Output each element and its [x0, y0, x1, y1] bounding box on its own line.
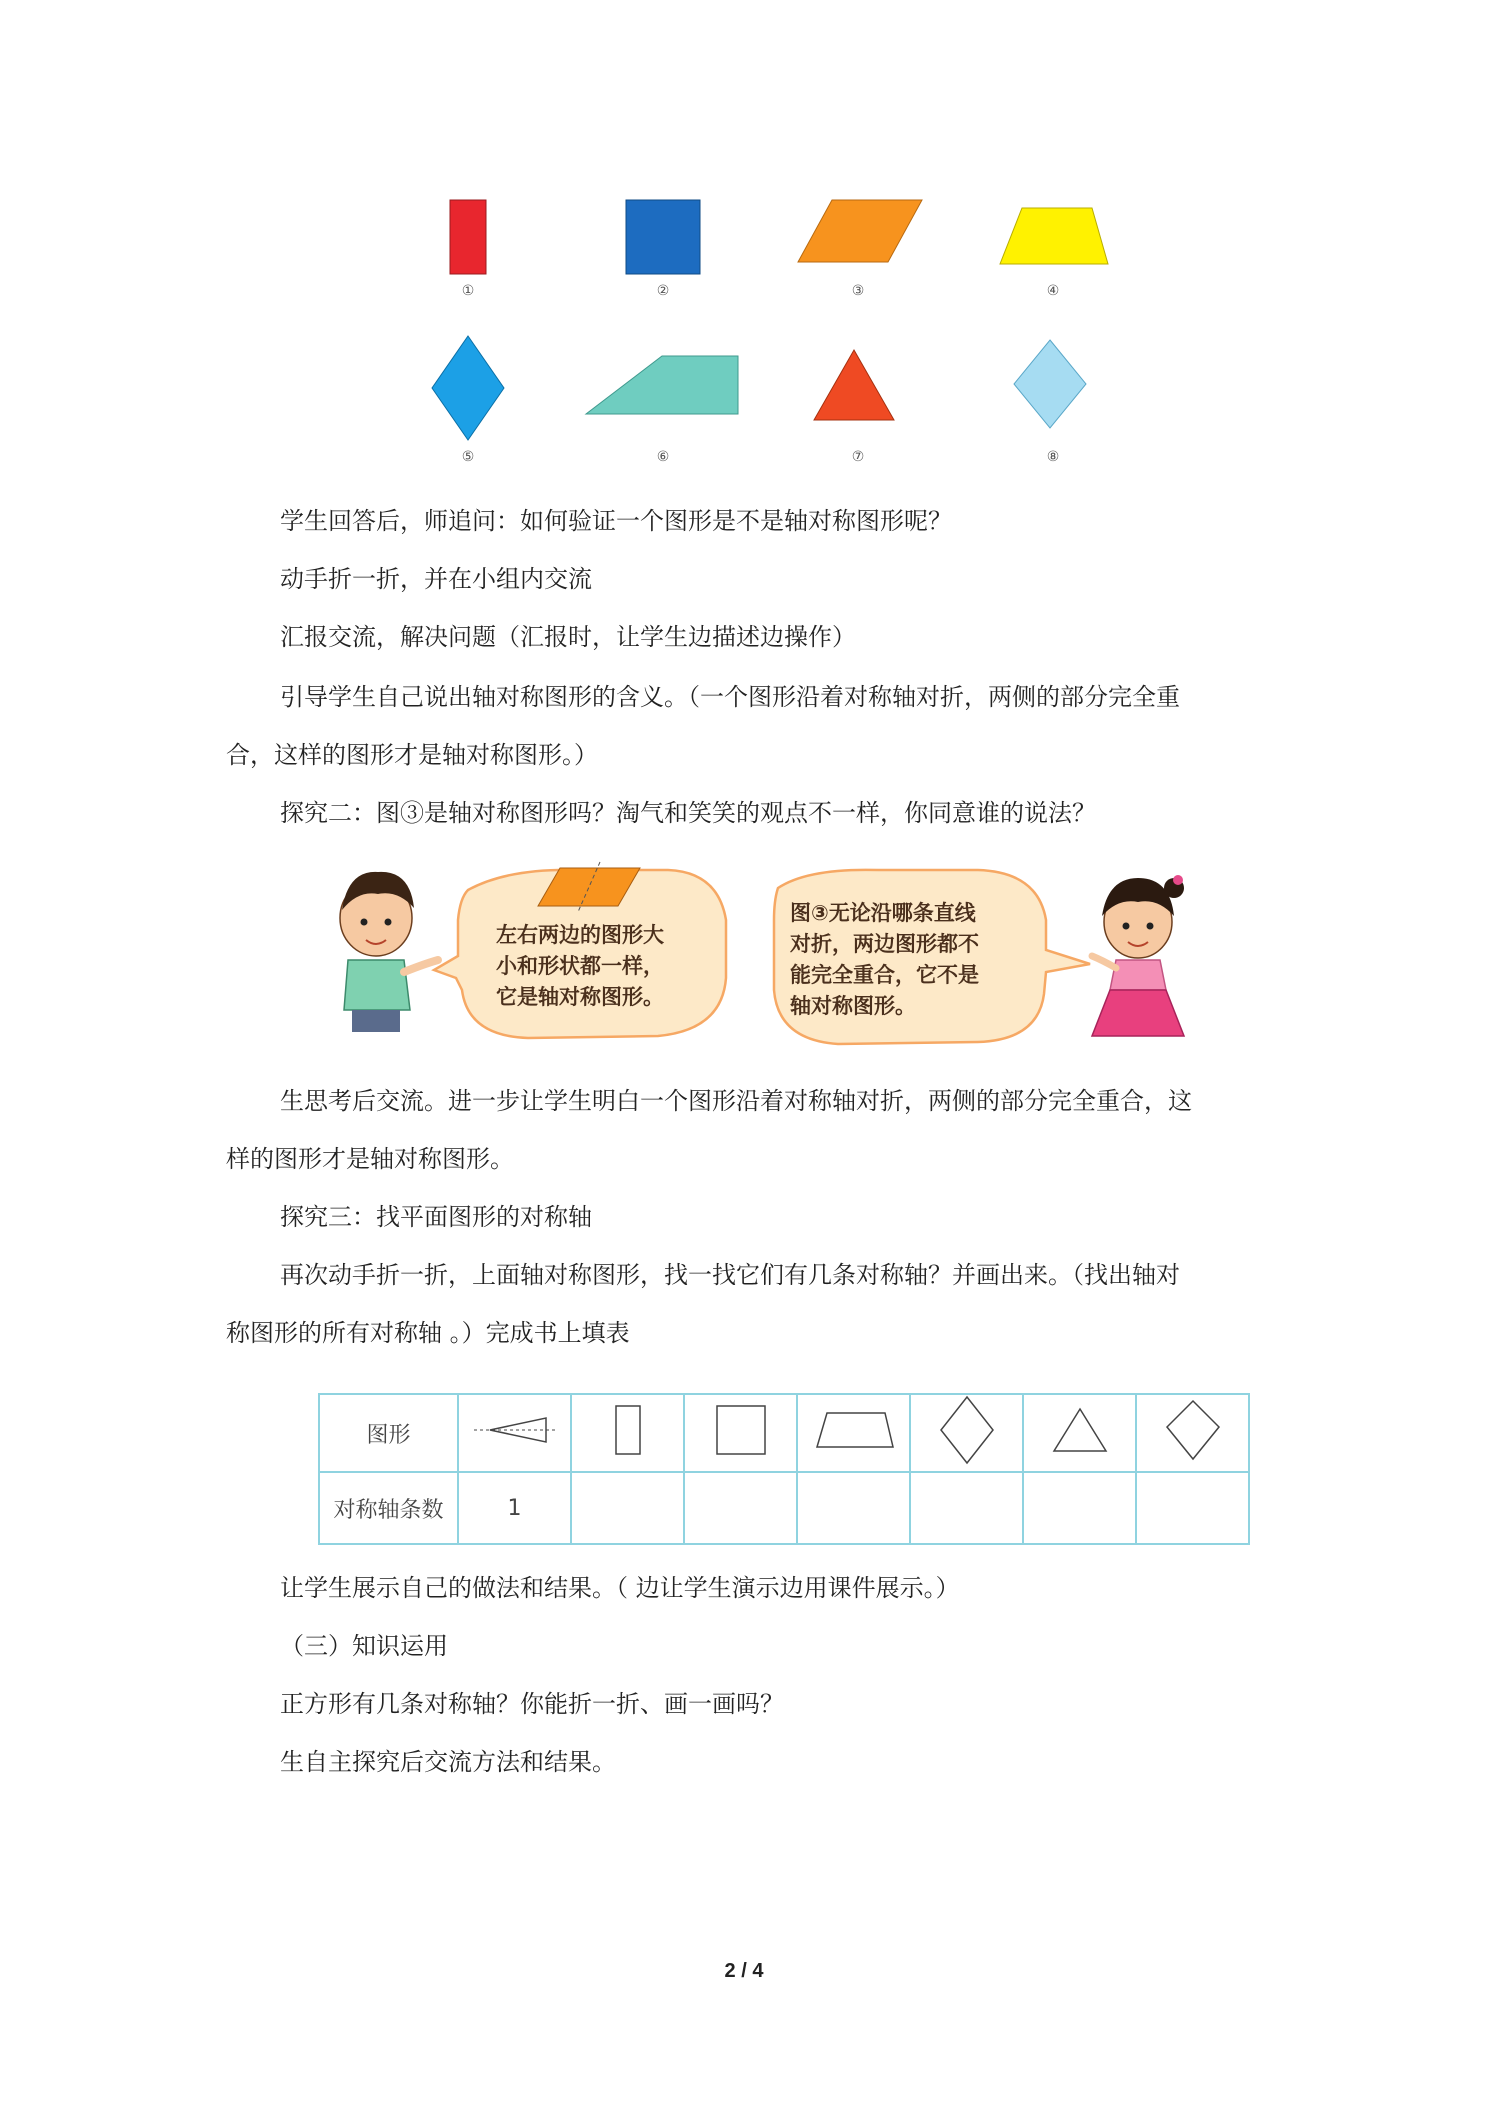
shape-label-7: ⑦	[851, 449, 865, 465]
shapes-figure	[410, 188, 1130, 480]
table-cell-triangle-with-axis	[458, 1394, 571, 1472]
girl-speech-line-1: 图③无论沿哪条直线	[790, 901, 976, 925]
table-cell-rhombus	[1136, 1394, 1249, 1472]
table-cell-empty[interactable]	[1136, 1472, 1249, 1544]
paragraph-7: 探究三：找平面图形的对称轴	[280, 1203, 592, 1231]
shape-label-8: ⑧	[1046, 449, 1060, 465]
table-cell-value: 1	[458, 1472, 571, 1544]
paragraph-8-line-2: 称图形的所有对称轴 。）完成书上填表	[226, 1319, 630, 1347]
table-row-shapes	[319, 1394, 1249, 1472]
shape-label-3: ③	[851, 283, 865, 299]
girl-speech-line-3: 能完全重合，它不是	[790, 963, 979, 987]
paragraph-4-line-1: 引导学生自己说出轴对称图形的含义。（一个图形沿着对称轴对折，两侧的部分完全重	[280, 683, 1180, 711]
paragraph-5: 探究二：图③是轴对称图形吗？淘气和笑笑的观点不一样，你同意谁的说法？	[280, 799, 1096, 827]
symmetry-axis-table	[318, 1393, 1250, 1545]
square-icon	[711, 1402, 771, 1458]
kite-triangle-icon	[470, 1410, 560, 1450]
paragraph-6-line-2: 样的图形才是轴对称图形。	[226, 1145, 514, 1173]
paragraph-8-line-1: 再次动手折一折，上面轴对称图形，找一找它们有几条对称轴？并画出来。（找出轴对	[280, 1261, 1180, 1289]
rectangle-icon	[608, 1402, 648, 1458]
paragraph-3: 汇报交流，解决问题（汇报时，让学生边描述边操作）	[280, 623, 856, 651]
table-row-axis-count	[319, 1472, 1249, 1544]
boy-speech-line-3: 它是轴对称图形。	[496, 985, 664, 1009]
table-cell-rectangle	[571, 1394, 684, 1472]
girl-speech-line-4: 轴对称图形。	[790, 994, 916, 1018]
boy-speech-line-2: 小和形状都一样，	[496, 954, 664, 978]
shape-label-2: ②	[656, 283, 670, 299]
rhombus-icon	[937, 1395, 997, 1465]
table-cell-rhombus-tall	[910, 1394, 1023, 1472]
shape-label-5: ⑤	[461, 449, 475, 465]
shape-3-parallelogram	[798, 200, 922, 262]
paragraph-1: 学生回答后，师追问：如何验证一个图形是不是轴对称图形呢？	[280, 507, 952, 535]
table-header-shape: 图形	[319, 1394, 458, 1472]
page-number: 2 / 4	[724, 1960, 764, 1982]
boy-speech-line-1: 左右两边的图形大	[496, 923, 664, 947]
shape-7-triangle	[814, 350, 894, 420]
dialog-illustration	[338, 860, 1198, 1060]
section-heading-knowledge-use: （三）知识运用	[280, 1632, 448, 1660]
table-cell-trapezoid	[797, 1394, 910, 1472]
table-cell-empty[interactable]	[1023, 1472, 1136, 1544]
table-cell-square	[684, 1394, 797, 1472]
shape-8-rhombus	[1014, 340, 1086, 428]
table-cell-empty[interactable]	[910, 1472, 1023, 1544]
paragraph-6-line-1: 生思考后交流。进一步让学生明白一个图形沿着对称轴对折，两侧的部分完全重合，这	[280, 1087, 1192, 1115]
rhombus-icon	[1163, 1397, 1223, 1463]
girl-figure	[1092, 875, 1184, 1036]
shape-5-rhombus	[432, 336, 504, 440]
table-header-axis-count: 对称轴条数	[319, 1472, 458, 1544]
girl-speech-line-2: 对折，两边图形都不	[790, 932, 979, 956]
table-cell-triangle	[1023, 1394, 1136, 1472]
boy-figure	[340, 872, 438, 1032]
paragraph-4-line-2: 合，这样的图形才是轴对称图形。）	[226, 741, 598, 769]
paragraph-12: 生自主探究后交流方法和结果。	[280, 1748, 616, 1776]
paragraph-11: 正方形有几条对称轴？你能折一折、画一画吗？	[280, 1690, 784, 1718]
shape-2-square	[626, 200, 700, 274]
paragraph-9: 让学生展示自己的做法和结果。（ 边让学生演示边用课件展示。）	[280, 1574, 960, 1602]
table-cell-empty[interactable]	[797, 1472, 910, 1544]
shape-label-1: ①	[461, 283, 475, 299]
trapezoid-icon	[809, 1405, 899, 1455]
shape-6-right-trapezoid	[586, 356, 738, 414]
shape-label-6: ⑥	[656, 449, 670, 465]
table-cell-empty[interactable]	[684, 1472, 797, 1544]
shape-1-rectangle	[450, 200, 486, 274]
shape-label-4: ④	[1046, 283, 1060, 299]
triangle-icon	[1050, 1405, 1110, 1455]
paragraph-2: 动手折一折，并在小组内交流	[280, 565, 592, 593]
shape-4-trapezoid	[1000, 208, 1108, 264]
table-cell-empty[interactable]	[571, 1472, 684, 1544]
